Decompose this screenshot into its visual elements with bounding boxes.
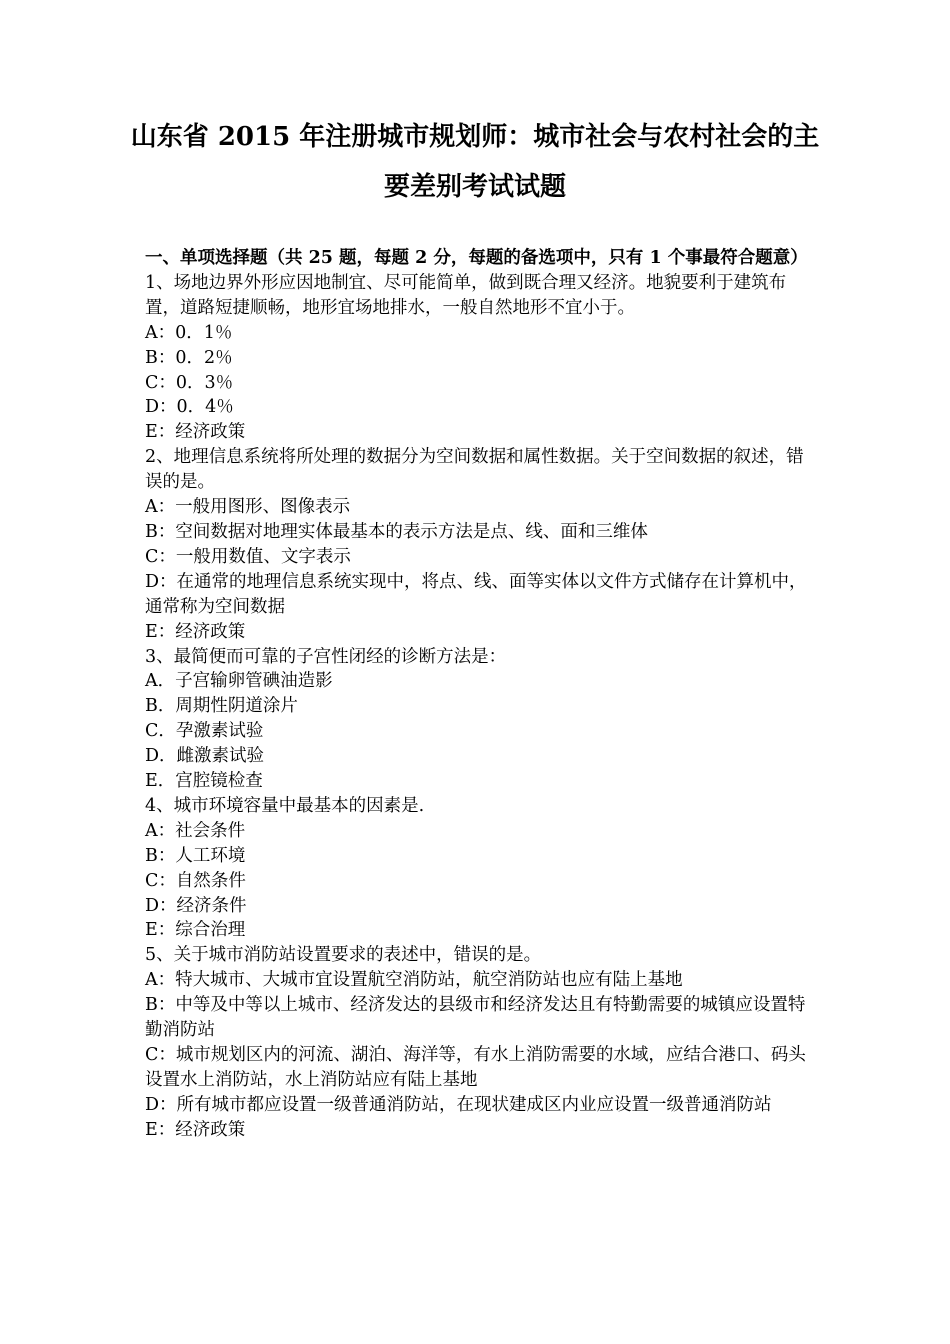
question-stem: 3、最简便而可靠的子宫性闭经的诊断方法是： — [145, 646, 507, 667]
question-2 — [145, 445, 809, 644]
question-1 — [145, 271, 809, 445]
question-stem: 1、场地边界外形应因地制宜、尽可能简单，做到既合理又经济。地貌要利于建筑布置，道路短捷顺畅，地形宜场地排水，一般自然地形不宜小于。 — [145, 272, 787, 318]
option-e: E：经济政策 — [145, 422, 246, 443]
question-stem: 4、城市环境容量中最基本的因素是. — [145, 795, 425, 816]
option-a: A：一般用图形、图像表示 — [145, 497, 351, 518]
option-d: D：所有城市都应设置一级普通消防站，在现状建成区内业应设置一级普通消防站 — [145, 1094, 772, 1115]
option-b: B：0．2％ — [145, 347, 233, 368]
question-5 — [145, 943, 809, 1142]
option-d: D：经济条件 — [145, 895, 247, 916]
option-a: A．子宫输卵管碘油造影 — [145, 671, 333, 692]
option-b: B．周期性阴道涂片 — [145, 696, 298, 717]
question-stem: 5、关于城市消防站设置要求的表述中，错误的是。 — [145, 945, 542, 966]
question-stem: 2、地理信息系统将所处理的数据分为空间数据和属性数据。关于空间数据的叙述，错误的是。 — [145, 447, 804, 493]
option-d: D：0．4％ — [145, 397, 234, 418]
option-e: E：综合治理 — [145, 920, 246, 941]
option-c: C：自然条件 — [145, 870, 246, 891]
document-title: 山东省 2015 年注册城市规划师：城市社会与农村社会的主要差别考试试题 — [130, 122, 820, 202]
section-heading: 一、单项选择题（共 25 题，每题 2 分，每题的备选项中，只有 1 个事最符合题意） — [145, 248, 808, 268]
option-c: C：城市规划区内的河流、湖泊、海洋等，有水上消防需要的水域，应结合港口、码头设置水上消防站，水上消防站应有陆上基地 — [145, 1045, 806, 1090]
option-b: B：人工环境 — [145, 845, 246, 866]
option-e: E：经济政策 — [145, 1119, 246, 1140]
option-d: D．雌激素试验 — [145, 746, 265, 767]
option-b: B：空间数据对地理实体最基本的表示方法是点、线、面和三维体 — [145, 521, 648, 542]
option-e: E：经济政策 — [145, 621, 246, 642]
option-c: C：一般用数值、文字表示 — [145, 546, 351, 567]
option-a: A：0．1％ — [145, 322, 233, 343]
option-a: A：社会条件 — [145, 820, 246, 841]
option-a: A：特大城市、大城市宜设置航空消防站，航空消防站也应有陆上基地 — [145, 970, 683, 991]
option-c: C：0．3％ — [145, 372, 234, 393]
option-d: D：在通常的地理信息系统实现中，将点、线、面等实体以文件方式储存在计算机中，通常称为空间数据 — [145, 571, 807, 617]
question-4 — [145, 794, 809, 943]
option-b: B：中等及中等以上城市、经济发达的县级市和经济发达且有特勤需要的城镇应设置特勤消防站 — [145, 995, 806, 1041]
option-e: E．宫腔镜检查 — [145, 771, 263, 792]
option-c: C．孕激素试验 — [145, 721, 264, 742]
document-body — [145, 246, 809, 1143]
question-3 — [145, 645, 809, 794]
